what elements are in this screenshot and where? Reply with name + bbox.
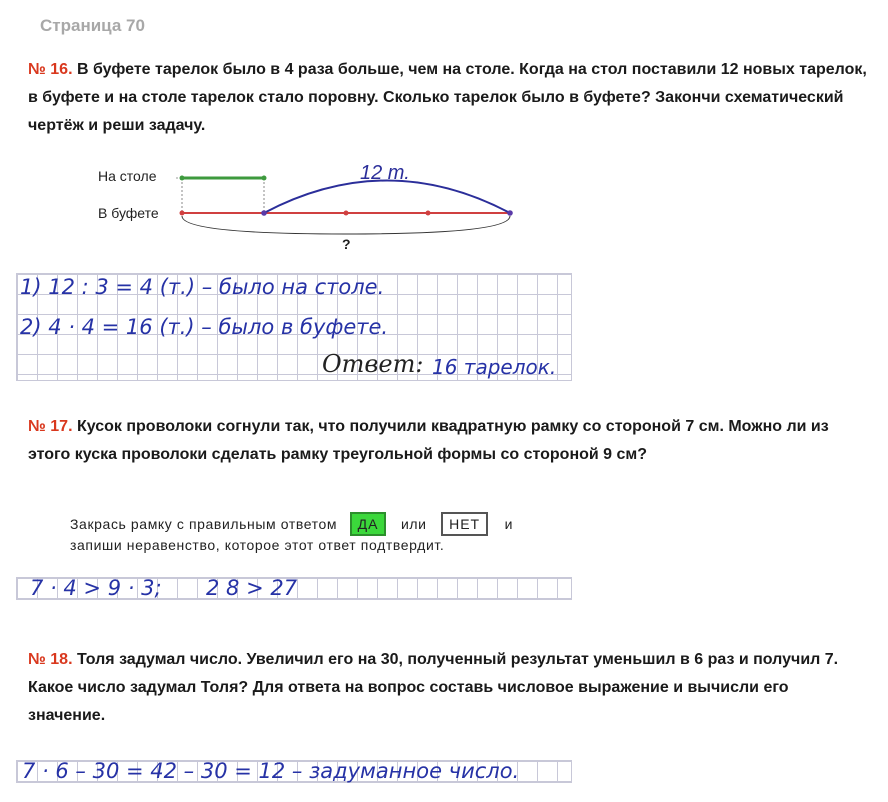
arc-12 [264,181,510,214]
no-answer-box[interactable]: НЕТ [441,512,488,536]
task-18-solution: 7 · 6 – 30 = 42 – 30 = 12 – задуманное число. [22,759,520,783]
task-18-number: № 18. [28,651,73,668]
answer-word: Ответ: [322,350,424,378]
task-16-text [28,56,868,140]
task-17-number: № 17. [28,418,73,435]
task-18-question: Толя задумал число. Увеличил его на 30, полученный результат уменьшил в 6 раз и получил 7. Какое число задумал Толя? Для ответа на вопрос составь числовое выражение и вычисли его значение. [28,651,839,724]
task-16-step-1: 1) 12 : 3 = 4 (т.) – было на столе. [20,275,385,299]
task-18-text [28,646,868,730]
task-16-answer: 16 тарелок. [432,355,557,379]
buffet-point-1 [180,211,185,216]
brace-question-mark: ? [342,236,351,252]
and-word: и [504,516,513,532]
yes-answer-box[interactable]: ДА [350,512,387,536]
buffet-point-3 [344,211,349,216]
page-title: Страница 70 [40,16,145,35]
label-buffet: В буфете [98,205,159,221]
buffet-point-2 [261,210,267,216]
table-end-point [262,176,267,181]
task-16-number: № 16. [28,61,73,78]
label-table: На столе [98,168,157,184]
task-17-inequality-1: 7 · 4 > 9 · 3; [30,576,162,600]
or-word: или [400,516,427,532]
task-17-instruction-line-2: запиши неравенство, которое этот ответ подтвердит. [70,537,445,553]
task-16-question: В буфете тарелок было в 4 раза больше, чем на столе. Когда на стол поставили 12 новых тарелок, в буфете и на столе тарелок стало поровну. Сколько тарелок было в буфете? Закончи схематический чертёж и реши задачу. [28,61,867,134]
instruction-part-1: Закрась рамку с правильным ответом [70,516,338,532]
task-16-step-2: 2) 4 · 4 = 16 (т.) – было в буфете. [20,315,389,339]
task-17-text [28,413,868,469]
task-17-question: Кусок проволоки согнули так, что получили квадратную рамку со стороной 7 см. Можно ли из этого куска проволоки сделать рамку треугольной формы со стороной 9 см? [28,418,829,463]
task-17-instruction-line-1 [70,512,513,536]
schematic-diagram [0,150,560,260]
table-start-point [180,176,185,181]
brace-total [182,216,510,234]
buffet-end-point [507,210,513,216]
arc-label: 12 т. [360,162,410,184]
task-17-inequality-2: 2 8 > 27 [206,576,298,600]
buffet-point-4 [426,211,431,216]
